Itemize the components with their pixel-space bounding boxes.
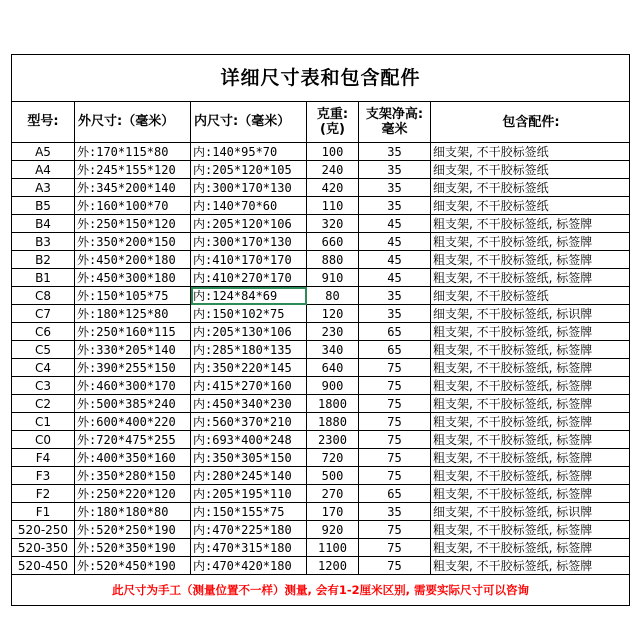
cell-accessories[interactable]: 细支架, 不干胶标签纸, 标识牌 (431, 503, 630, 521)
cell-accessories[interactable]: 细支架, 不干胶标签纸 (431, 197, 630, 215)
cell-inner-size[interactable]: 内:205*130*106 (191, 323, 307, 341)
header-row (12, 102, 630, 143)
cell-inner-size[interactable]: 内:280*245*140 (191, 467, 307, 485)
cell-weight[interactable]: 270 (307, 485, 359, 503)
header-height-line2: 毫米 (381, 122, 408, 137)
cell-model[interactable]: B1 (12, 269, 75, 287)
cell-outer-size[interactable]: 外:390*255*150 (75, 359, 191, 377)
header-height-line1: 支架净高: (365, 107, 424, 122)
cell-weight[interactable]: 910 (307, 269, 359, 287)
table-row (12, 287, 630, 305)
cell-inner-size[interactable]: 内:150*102*75 (191, 305, 307, 323)
cell-outer-size[interactable]: 外:460*300*170 (75, 377, 191, 395)
table-row (12, 323, 630, 341)
cell-stand-height[interactable]: 35 (359, 287, 431, 305)
cell-stand-height[interactable]: 75 (359, 395, 431, 413)
cell-stand-height[interactable]: 75 (359, 377, 431, 395)
cell-outer-size[interactable]: 外:500*385*240 (75, 395, 191, 413)
cell-accessories[interactable]: 粗支架, 不干胶标签纸, 标签牌 (431, 521, 630, 539)
cell-inner-size[interactable]: 内:300*170*130 (191, 233, 307, 251)
cell-inner-size[interactable]: 内:205*120*105 (191, 161, 307, 179)
cell-stand-height[interactable]: 65 (359, 323, 431, 341)
header-stand-height[interactable] (359, 102, 431, 143)
table-row (12, 377, 630, 395)
cell-stand-height[interactable]: 75 (359, 539, 431, 557)
cell-outer-size[interactable]: 外:160*100*70 (75, 197, 191, 215)
cell-weight[interactable]: 500 (307, 467, 359, 485)
cell-model[interactable]: C2 (12, 395, 75, 413)
table-row (12, 359, 630, 377)
cell-outer-size[interactable]: 外:450*300*180 (75, 269, 191, 287)
cell-inner-size[interactable]: 内:470*315*180 (191, 539, 307, 557)
cell-weight[interactable]: 80 (307, 287, 359, 305)
cell-outer-size[interactable]: 外:400*350*160 (75, 449, 191, 467)
cell-outer-size[interactable]: 外:600*400*220 (75, 413, 191, 431)
cell-inner-size[interactable]: 内:470*225*180 (191, 521, 307, 539)
cell-inner-size[interactable]: 内:350*220*145 (191, 359, 307, 377)
cell-accessories[interactable]: 粗支架, 不干胶标签纸, 标签牌 (431, 413, 630, 431)
cell-stand-height[interactable]: 65 (359, 341, 431, 359)
cell-inner-size[interactable]: 内:450*340*230 (191, 395, 307, 413)
cell-inner-size[interactable]: 内:410*170*170 (191, 251, 307, 269)
cell-accessories[interactable]: 粗支架, 不干胶标签纸, 标签牌 (431, 215, 630, 233)
cell-outer-size[interactable]: 外:520*350*190 (75, 539, 191, 557)
header-weight-line2: (克) (320, 122, 345, 137)
table-row (12, 161, 630, 179)
cell-accessories[interactable]: 粗支架, 不干胶标签纸, 标签牌 (431, 467, 630, 485)
cell-stand-height[interactable]: 35 (359, 503, 431, 521)
cell-outer-size[interactable]: 外:520*250*190 (75, 521, 191, 539)
cell-model[interactable]: A5 (12, 143, 75, 161)
cell-outer-size[interactable]: 外:330*205*140 (75, 341, 191, 359)
cell-stand-height[interactable]: 45 (359, 251, 431, 269)
table-row (12, 215, 630, 233)
cell-outer-size[interactable]: 外:250*160*115 (75, 323, 191, 341)
cell-stand-height[interactable]: 65 (359, 485, 431, 503)
cell-inner-size[interactable]: 内:410*270*170 (191, 269, 307, 287)
cell-stand-height[interactable]: 35 (359, 179, 431, 197)
header-weight-line1: 克重: (316, 107, 349, 122)
cell-inner-size[interactable]: 内:693*400*248 (191, 431, 307, 449)
cell-inner-size[interactable]: 内:140*95*70 (191, 143, 307, 161)
table-row (12, 179, 630, 197)
cell-outer-size[interactable]: 外:350*200*150 (75, 233, 191, 251)
cell-weight[interactable]: 120 (307, 305, 359, 323)
table-title[interactable]: 详细尺寸表和包含配件 (12, 55, 630, 102)
header-inner-size[interactable]: 内尺寸:（毫米） (191, 102, 307, 143)
cell-weight[interactable]: 170 (307, 503, 359, 521)
table-row (12, 341, 630, 359)
cell-outer-size[interactable]: 外:250*220*120 (75, 485, 191, 503)
cell-outer-size[interactable]: 外:720*475*255 (75, 431, 191, 449)
cell-accessories[interactable]: 粗支架, 不干胶标签纸, 标签牌 (431, 377, 630, 395)
header-weight[interactable] (307, 102, 359, 143)
cell-model[interactable]: C4 (12, 359, 75, 377)
cell-inner-size[interactable]: 内:124*84*69 (191, 287, 307, 305)
cell-inner-size[interactable]: 内:150*155*75 (191, 503, 307, 521)
cell-model[interactable]: A4 (12, 161, 75, 179)
cell-model[interactable]: 520-450 (12, 557, 75, 575)
cell-model[interactable]: B4 (12, 215, 75, 233)
cell-weight[interactable]: 100 (307, 143, 359, 161)
cell-accessories[interactable]: 粗支架, 不干胶标签纸, 标签牌 (431, 251, 630, 269)
cell-stand-height[interactable]: 45 (359, 215, 431, 233)
cell-weight[interactable]: 880 (307, 251, 359, 269)
table-row (12, 413, 630, 431)
header-outer-size[interactable]: 外尺寸:（毫米） (75, 102, 191, 143)
cell-weight[interactable]: 1200 (307, 557, 359, 575)
cell-accessories[interactable]: 粗支架, 不干胶标签纸, 标签牌 (431, 233, 630, 251)
cell-weight[interactable]: 1100 (307, 539, 359, 557)
cell-model[interactable]: 520-350 (12, 539, 75, 557)
cell-accessories[interactable]: 粗支架, 不干胶标签纸, 标签牌 (431, 539, 630, 557)
cell-model[interactable]: C8 (12, 287, 75, 305)
cell-outer-size[interactable]: 外:450*200*180 (75, 251, 191, 269)
cell-model[interactable]: F3 (12, 467, 75, 485)
cell-model[interactable]: F1 (12, 503, 75, 521)
cell-accessories[interactable]: 粗支架, 不干胶标签纸, 标签牌 (431, 449, 630, 467)
cell-stand-height[interactable]: 75 (359, 557, 431, 575)
cell-accessories[interactable]: 细支架, 不干胶标签纸 (431, 179, 630, 197)
cell-weight[interactable]: 2300 (307, 431, 359, 449)
cell-accessories[interactable]: 细支架, 不干胶标签纸, 标识牌 (431, 305, 630, 323)
cell-stand-height[interactable]: 45 (359, 233, 431, 251)
cell-inner-size[interactable]: 内:205*120*106 (191, 215, 307, 233)
table-row (12, 251, 630, 269)
table-row (12, 269, 630, 287)
cell-model[interactable]: 520-250 (12, 521, 75, 539)
cell-model[interactable]: B5 (12, 197, 75, 215)
cell-stand-height[interactable]: 35 (359, 197, 431, 215)
cell-accessories[interactable]: 粗支架, 不干胶标签纸, 标签牌 (431, 557, 630, 575)
header-model[interactable]: 型号: (12, 102, 75, 143)
cell-inner-size[interactable]: 内:300*170*130 (191, 179, 307, 197)
table-row (12, 305, 630, 323)
cell-model[interactable]: F4 (12, 449, 75, 467)
table-row (12, 197, 630, 215)
cell-weight[interactable]: 1800 (307, 395, 359, 413)
cell-inner-size[interactable]: 内:140*70*60 (191, 197, 307, 215)
size-table (11, 54, 630, 606)
cell-inner-size[interactable]: 内:350*305*150 (191, 449, 307, 467)
table-row (12, 431, 630, 449)
cell-stand-height[interactable]: 75 (359, 449, 431, 467)
cell-outer-size[interactable]: 外:520*450*190 (75, 557, 191, 575)
cell-inner-size[interactable]: 内:285*180*135 (191, 341, 307, 359)
cell-weight[interactable]: 900 (307, 377, 359, 395)
cell-stand-height[interactable]: 75 (359, 413, 431, 431)
cell-stand-height[interactable]: 75 (359, 467, 431, 485)
cell-accessories[interactable]: 细支架, 不干胶标签纸 (431, 287, 630, 305)
cell-outer-size[interactable]: 外:170*115*80 (75, 143, 191, 161)
cell-model[interactable]: B3 (12, 233, 75, 251)
cell-weight[interactable]: 1880 (307, 413, 359, 431)
cell-accessories[interactable]: 粗支架, 不干胶标签纸, 标签牌 (431, 395, 630, 413)
table-row (12, 449, 630, 467)
cell-accessories[interactable]: 粗支架, 不干胶标签纸, 标签牌 (431, 341, 630, 359)
cell-model[interactable]: C5 (12, 341, 75, 359)
cell-weight[interactable]: 110 (307, 197, 359, 215)
cell-outer-size[interactable]: 外:180*180*80 (75, 503, 191, 521)
cell-weight[interactable]: 240 (307, 161, 359, 179)
cell-stand-height[interactable]: 35 (359, 143, 431, 161)
cell-outer-size[interactable]: 外:150*105*75 (75, 287, 191, 305)
cell-model[interactable]: C0 (12, 431, 75, 449)
cell-accessories[interactable]: 粗支架, 不干胶标签纸, 标签牌 (431, 431, 630, 449)
cell-weight[interactable]: 920 (307, 521, 359, 539)
table-row (12, 503, 630, 521)
cell-accessories[interactable]: 粗支架, 不干胶标签纸, 标签牌 (431, 323, 630, 341)
table-row (12, 395, 630, 413)
cell-inner-size[interactable]: 内:560*370*210 (191, 413, 307, 431)
cell-model[interactable]: A3 (12, 179, 75, 197)
cell-outer-size[interactable]: 外:245*155*120 (75, 161, 191, 179)
cell-model[interactable]: C6 (12, 323, 75, 341)
cell-outer-size[interactable]: 外:350*280*150 (75, 467, 191, 485)
cell-weight[interactable]: 340 (307, 341, 359, 359)
header-accessories[interactable]: 包含配件: (431, 102, 630, 143)
cell-weight[interactable]: 640 (307, 359, 359, 377)
cell-weight[interactable]: 660 (307, 233, 359, 251)
table-row (12, 557, 630, 575)
table-row (12, 539, 630, 557)
cell-accessories[interactable]: 粗支架, 不干胶标签纸, 标签牌 (431, 269, 630, 287)
table-row (12, 485, 630, 503)
cell-outer-size[interactable]: 外:345*200*140 (75, 179, 191, 197)
measurement-note[interactable]: 此尺寸为手工（测量位置不一样）测量, 会有1-2厘米区别, 需要实际尺寸可以咨询 (12, 575, 630, 606)
cell-stand-height[interactable]: 75 (359, 431, 431, 449)
cell-outer-size[interactable]: 外:250*150*120 (75, 215, 191, 233)
cell-outer-size[interactable]: 外:180*125*80 (75, 305, 191, 323)
cell-accessories[interactable]: 细支架, 不干胶标签纸 (431, 161, 630, 179)
cell-weight[interactable]: 230 (307, 323, 359, 341)
table-row (12, 233, 630, 251)
cell-stand-height[interactable]: 75 (359, 359, 431, 377)
cell-model[interactable]: C7 (12, 305, 75, 323)
table-row (12, 521, 630, 539)
cell-stand-height[interactable]: 45 (359, 269, 431, 287)
cell-stand-height[interactable]: 35 (359, 161, 431, 179)
cell-model[interactable]: C3 (12, 377, 75, 395)
cell-inner-size[interactable]: 内:470*420*180 (191, 557, 307, 575)
cell-inner-size[interactable]: 内:415*270*160 (191, 377, 307, 395)
table-row (12, 467, 630, 485)
cell-accessories[interactable]: 细支架, 不干胶标签纸 (431, 143, 630, 161)
cell-stand-height[interactable]: 35 (359, 305, 431, 323)
cell-accessories[interactable]: 粗支架, 不干胶标签纸, 标签牌 (431, 485, 630, 503)
cell-accessories[interactable]: 粗支架, 不干胶标签纸, 标签牌 (431, 359, 630, 377)
cell-weight[interactable]: 320 (307, 215, 359, 233)
cell-model[interactable]: C1 (12, 413, 75, 431)
cell-inner-size[interactable]: 内:205*195*110 (191, 485, 307, 503)
table-row (12, 143, 630, 161)
cell-model[interactable]: F2 (12, 485, 75, 503)
cell-stand-height[interactable]: 75 (359, 521, 431, 539)
cell-weight[interactable]: 720 (307, 449, 359, 467)
cell-weight[interactable]: 420 (307, 179, 359, 197)
cell-model[interactable]: B2 (12, 251, 75, 269)
